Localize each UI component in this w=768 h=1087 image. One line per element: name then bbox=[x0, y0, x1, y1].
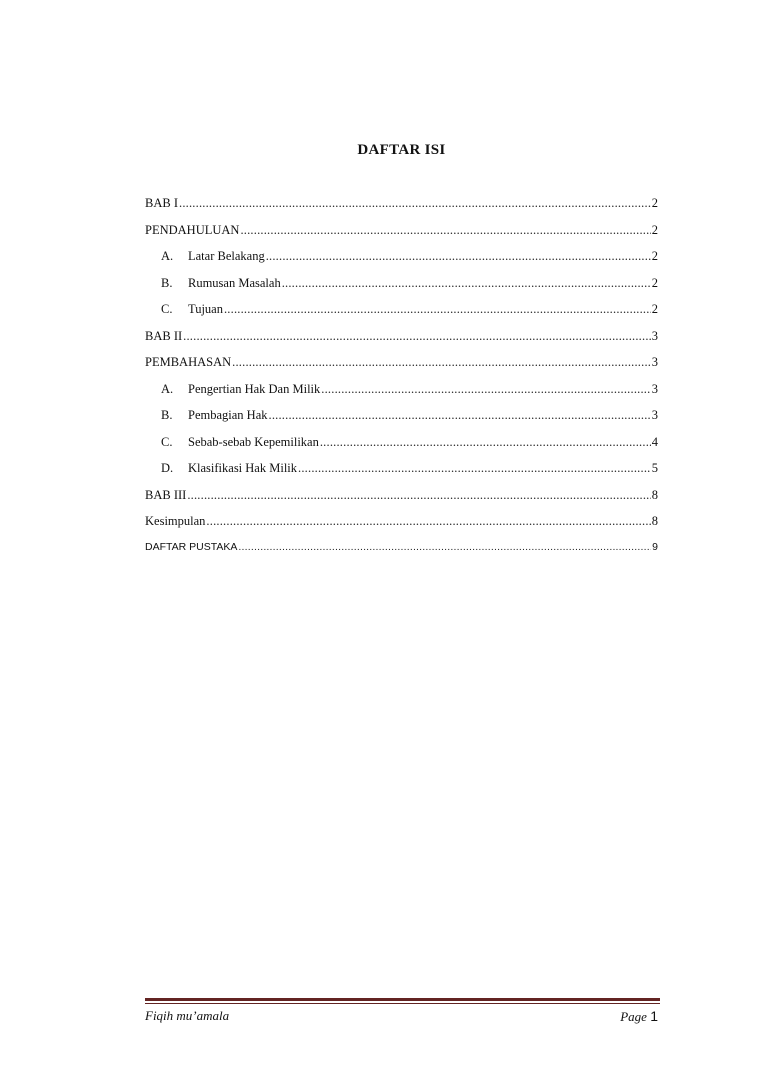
dot-leader bbox=[232, 355, 651, 370]
toc-entry-kesimpulan[interactable] bbox=[145, 514, 658, 541]
toc-entry-label: Klasifikasi Hak Milik bbox=[188, 461, 298, 475]
footer-divider bbox=[145, 998, 660, 1001]
toc-entry-page: 3 bbox=[651, 408, 658, 422]
toc-entry-sebab-kepemilikan[interactable] bbox=[145, 435, 658, 462]
toc-entry-bab-3[interactable] bbox=[145, 488, 658, 515]
toc-entry-label: Sebab-sebab Kepemilikan bbox=[188, 434, 319, 449]
toc-entry-letter: B. bbox=[161, 408, 173, 422]
toc-entry-rumusan-masalah[interactable] bbox=[145, 276, 658, 303]
toc-entry-label: BAB I bbox=[145, 196, 178, 210]
toc-entry-label: Pembagian Hak bbox=[188, 408, 268, 422]
toc-entry-label: DAFTAR PUSTAKA bbox=[145, 540, 238, 553]
dot-leader bbox=[269, 408, 651, 423]
footer-document-name: Fiqih mu’amala bbox=[145, 1008, 230, 1023]
toc-entry-pembagian-hak[interactable] bbox=[145, 408, 658, 435]
toc-entry-pendahuluan[interactable] bbox=[145, 223, 658, 250]
dot-leader bbox=[320, 435, 651, 450]
dot-leader bbox=[266, 249, 651, 264]
toc-entry-page: 8 bbox=[651, 487, 658, 502]
footer-page-label: Page bbox=[620, 1009, 647, 1024]
toc-entry-klasifikasi-hak-milik[interactable] bbox=[145, 461, 658, 488]
toc-entry-bab-1[interactable] bbox=[145, 196, 658, 223]
dot-leader bbox=[187, 488, 650, 503]
toc-entry-label: BAB II bbox=[145, 328, 183, 343]
toc-entry-page: 2 bbox=[651, 196, 658, 210]
toc-entry-label: Rumusan Masalah bbox=[188, 275, 281, 290]
footer-divider-thin bbox=[145, 1003, 660, 1004]
toc-entry-letter: A. bbox=[161, 381, 174, 396]
toc-entry-tujuan[interactable] bbox=[145, 302, 658, 329]
toc-entry-page: 2 bbox=[651, 222, 658, 237]
toc-entry-bab-2[interactable] bbox=[145, 329, 658, 356]
table-of-contents bbox=[145, 196, 658, 567]
dot-leader bbox=[282, 276, 651, 291]
toc-entry-daftar-pustaka[interactable] bbox=[145, 541, 658, 568]
toc-entry-page: 3 bbox=[651, 355, 658, 369]
dot-leader bbox=[298, 461, 651, 476]
toc-entry-page: 8 bbox=[651, 514, 658, 528]
toc-entry-page: 2 bbox=[651, 249, 658, 263]
toc-entry-page: 5 bbox=[651, 461, 658, 475]
dot-leader bbox=[321, 382, 650, 397]
footer-page-number: 1 bbox=[650, 1008, 658, 1024]
toc-entry-label: BAB III bbox=[145, 487, 187, 502]
page-title: DAFTAR ISI bbox=[357, 142, 446, 158]
toc-entry-page: 3 bbox=[651, 381, 658, 396]
toc-entry-letter: A. bbox=[161, 249, 174, 263]
toc-entry-page: 2 bbox=[651, 302, 658, 316]
toc-entry-page: 4 bbox=[651, 434, 658, 449]
toc-entry-page: 9 bbox=[652, 540, 658, 553]
toc-entry-page: 2 bbox=[651, 275, 658, 290]
dot-leader bbox=[206, 514, 650, 529]
toc-entry-page: 3 bbox=[651, 328, 658, 343]
toc-entry-label: PENDAHULUAN bbox=[145, 222, 240, 237]
dot-leader bbox=[179, 196, 651, 211]
toc-entry-letter: D. bbox=[161, 461, 174, 475]
toc-entry-pembahasan[interactable] bbox=[145, 355, 658, 382]
dot-leader bbox=[240, 223, 650, 238]
toc-entry-label: Latar Belakang bbox=[188, 249, 265, 263]
toc-entry-latar-belakang[interactable] bbox=[145, 249, 658, 276]
dot-leader bbox=[183, 329, 651, 344]
toc-entry-pengertian-hak[interactable] bbox=[145, 382, 658, 409]
toc-entry-label: Kesimpulan bbox=[145, 514, 206, 528]
dot-leader bbox=[238, 541, 651, 553]
toc-entry-letter: C. bbox=[161, 302, 173, 316]
toc-entry-label: PEMBAHASAN bbox=[145, 355, 232, 369]
toc-entry-letter: C. bbox=[161, 434, 173, 449]
toc-entry-label: Pengertian Hak Dan Milik bbox=[188, 381, 321, 396]
footer-page-indicator bbox=[620, 1008, 658, 1025]
dot-leader bbox=[224, 302, 651, 317]
toc-entry-letter: B. bbox=[161, 275, 173, 290]
toc-entry-label: Tujuan bbox=[188, 302, 223, 316]
